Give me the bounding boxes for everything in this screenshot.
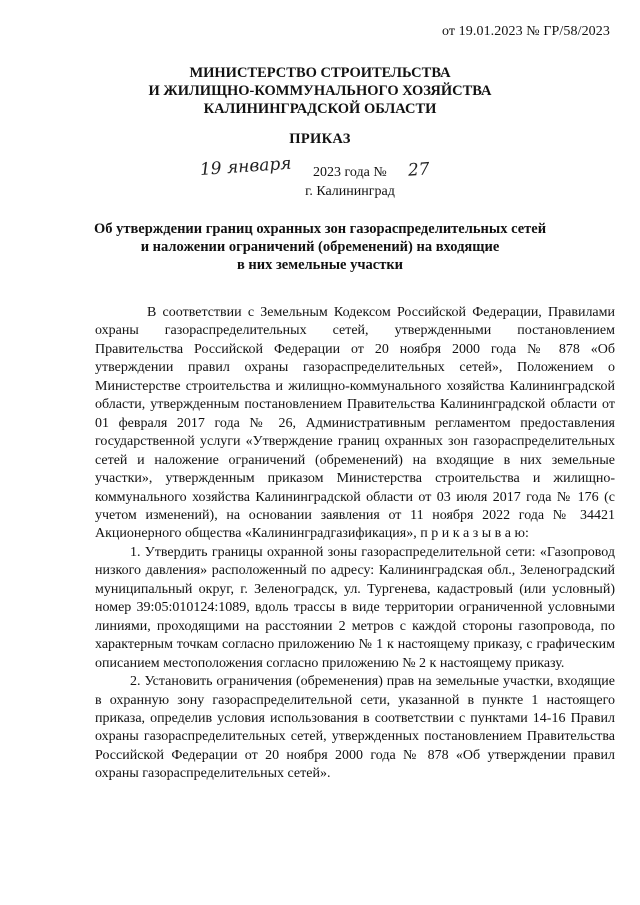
order-body — [95, 304, 615, 784]
order-year-label: 2023 года № — [313, 165, 387, 180]
order-date-line — [199, 153, 431, 184]
order-title: ПРИКАЗ — [289, 131, 351, 147]
subject-line: в них земельные участки — [236, 257, 404, 273]
order-item-2: 2. Установить ограничения (обременения) прав на земельные участки, входящие в охранную зону газораспределительной сети, указанной в пункте 1 настоящего приказа, определив условия использования в соответствии с пунктами 14-16 Правил охраны газораспределительных сетей, утвержденных постановлением Правительства Российской Федерации от 20 ноября 2000 года № 878 «Об утверждении правил охраны газораспределительных сетей». — [95, 674, 615, 782]
handwritten-date: 19 января — [199, 153, 293, 180]
order-item-1: 1. Утвердить границы охранной зоны газораспределительной сети: «Газопровод низкого давления» расположенный по адресу: Калининградская обл., Зеленоградский муниципальный округ, г. Зеленоградск, ул. Тургенева, кадастровый (или условный) номер 39:05:010124:1089, вдоль трассы в виде территории ограниченной условными линиями, проходящими на расстоянии 2 метров с каждой стороны газопровода, по характерным точкам согласно приложению № 1 к настоящему приказу, с графическим описанием местоположения согласно приложению № 2 к настоящему приказу. — [95, 544, 615, 671]
preamble-text: В соответствии с Земельным Кодексом Российской Федерации, Правилами охраны газораспределительных сетей, утвержденными постановлением Правительства Российской Федерации от 20 ноября 2000 года № 878 «Об утверждении правил охраны газораспределительных сетей», Положением о Министерстве строительства и жилищно-коммунального хозяйства Калининградской области, утвержденным постановлением Правительства Калининградской области от 01 февраля 2017 года № 26, Административным регламентом предоставления государственной услуги «Утверждение границ охранных зон газораспределительных сетей и наложение ограничений (обременений) на входящие в них земельные участки», утвержденным приказом Министерства строительства и жилищно-коммунального хозяйства Калининградской области от 03 июля 2017 года № 176 (с учетом изменений), на основании заявления от 11 ноября 2022 года № 34421 Акционерного общества «Калининградгазификация», — [95, 305, 615, 542]
ministry-name — [0, 64, 640, 118]
subject-line: Об утверждении границ охранных зон газораспределительных сетей — [93, 221, 547, 237]
ministry-line: КАЛИНИНГРАДСКОЙ ОБЛАСТИ — [203, 101, 437, 117]
order-city: г. Калининград — [305, 184, 395, 199]
orders-word: п р и к а з ы в а ю: — [420, 526, 529, 542]
handwritten-order-number: 27 — [407, 159, 431, 181]
ministry-line: И ЖИЛИЩНО-КОММУНАЛЬНОГО ХОЗЯЙСТВА — [148, 83, 492, 99]
registration-number: от 19.01.2023 № ГР/58/2023 — [441, 24, 610, 39]
preamble-paragraph — [95, 304, 615, 544]
ministry-line: МИНИСТЕРСТВО СТРОИТЕЛЬСТВА — [189, 65, 451, 81]
subject-line: и наложении ограничений (обременений) на входящие — [140, 239, 500, 255]
order-subject — [0, 220, 640, 274]
